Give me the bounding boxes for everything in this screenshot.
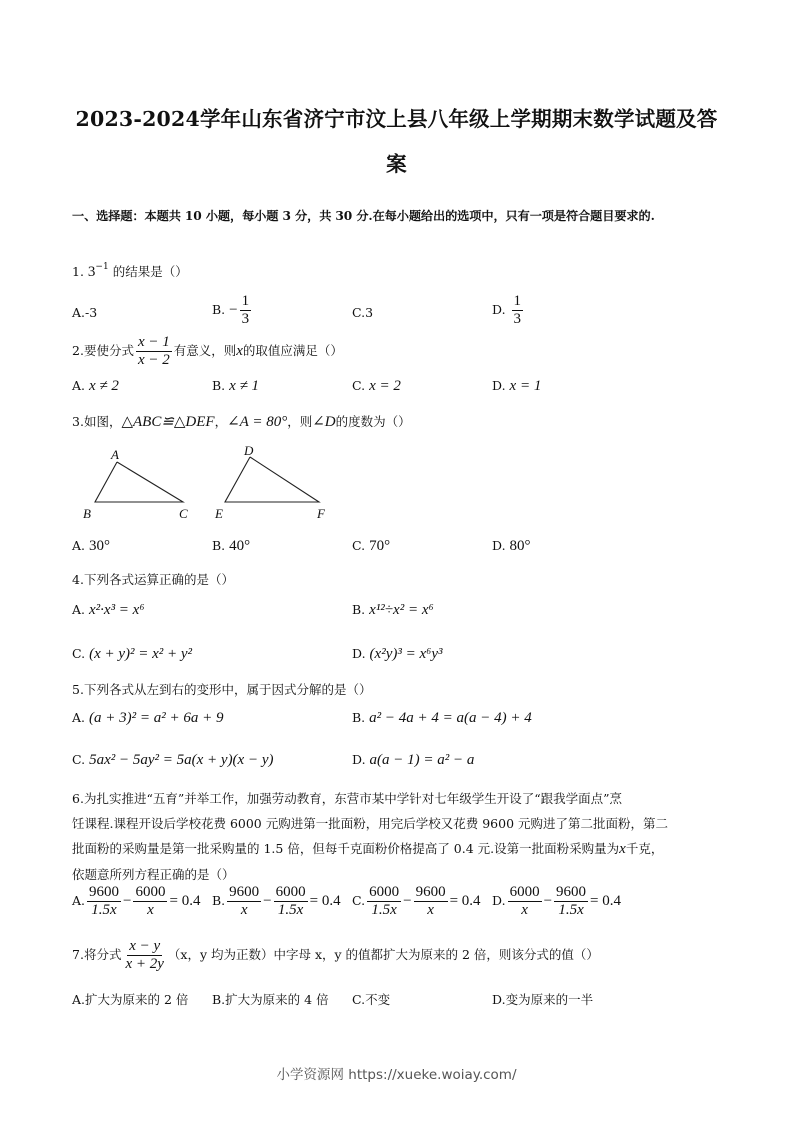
q1-option-a[interactable]: A.-3	[72, 305, 98, 320]
fraction: $\frac{1}{3}$	[513, 293, 522, 327]
q5-option-d[interactable]: D. a(a − 1) = a² − a	[352, 752, 475, 768]
math-exponent: −1	[95, 262, 109, 272]
vertex-e-label: E	[215, 506, 223, 521]
q2-option-c[interactable]: C. x = 2	[352, 378, 401, 394]
q4-option-c[interactable]: C. (x + y)² = x² + y²	[72, 646, 193, 662]
q4-option-b[interactable]: B. x¹²÷x² = x⁶	[352, 602, 434, 618]
q2-option-a[interactable]: A. x ≠ 2	[72, 378, 119, 394]
q4-option-d[interactable]: D. (x²y)³ = x⁶y³	[352, 646, 443, 662]
q7-option-d[interactable]: D.变为原来的一半	[492, 992, 594, 1007]
q3-option-c[interactable]: C. 70°	[352, 538, 391, 554]
q3-option-d[interactable]: D. 80°	[492, 538, 531, 554]
fraction: $\frac{x - y}{x + 2y}$	[125, 938, 164, 972]
q2-option-b[interactable]: B. x ≠ 1	[212, 378, 260, 394]
q7-option-b[interactable]: B.扩大为原来的 4 倍	[212, 992, 329, 1007]
fraction: $\frac{1}{3}$	[241, 293, 250, 327]
math-base: 3	[87, 264, 96, 280]
q1-option-c[interactable]: C.3	[352, 305, 374, 320]
vertex-d-label: D	[244, 443, 254, 458]
vertex-f-label: F	[317, 506, 325, 521]
q3-option-a[interactable]: A. 30°	[72, 538, 110, 554]
q6-option-d[interactable]: D. $\frac{6000}{x}$ − $\frac{9600}{1.5x}$ = 0.4	[492, 884, 621, 918]
question-5: 5.下列各式从左到右的变形中，属于因式分解的是（）	[72, 682, 372, 697]
q1-option-b[interactable]: B. − $\frac{1}{3}$	[212, 293, 250, 327]
q5-option-a[interactable]: A. (a + 3)² = a² + 6a + 9	[72, 710, 224, 726]
q2-option-d[interactable]: D. x = 1	[492, 378, 542, 394]
q7-option-c[interactable]: C.不变	[352, 992, 391, 1007]
vertex-b-label: B	[83, 506, 91, 521]
q6-option-b[interactable]: B. $\frac{9600}{x}$ − $\frac{6000}{1.5x}$ = 0.4	[212, 884, 341, 918]
question-2: 2.要使分式 $\frac{x - 1}{x - 2}$ 有意义，则x的取值应满足（）	[72, 334, 343, 368]
triangle-figure	[75, 440, 345, 525]
vertex-c-label: C	[179, 506, 188, 521]
question-7: 7.将分式 $\frac{x - y}{x + 2y}$ （x，y 均为正数）中字母 x，y 的值都扩大为原来的 2 倍，则该分式的值（）	[72, 938, 599, 972]
vertex-a-label: A	[111, 447, 119, 462]
question-number: 1.	[72, 264, 84, 279]
document-title-line2: 案	[386, 152, 407, 176]
footer-watermark: 小学资源网 https://xueke.woiay.com/	[276, 1067, 517, 1083]
question-stem: 的结果是（）	[112, 264, 188, 279]
question-3: 3.如图，△ABC≌△DEF，∠A = 80°，则∠D的度数为（）	[72, 414, 411, 430]
q3-option-b[interactable]: B. 40°	[212, 538, 251, 554]
q6-option-a[interactable]: A. $\frac{9600}{1.5x}$ − $\frac{6000}{x}$ = 0.4	[72, 884, 201, 918]
question-6: 6.为扎实推进“五育”并举工作，加强劳动教育，东营市某中学针对七年级学生开设了“跟我学面点”烹 饪课程.课程开设后学校花费 6000 元购进第一批面粉，用完后学校又花费 9600 元购进了第二批面粉，第二 批面粉的采购量是第一批采购量的 1.5 倍，但每千克面粉价格提高了 0.4 元.设第一批面粉采购量为x千克， 依题意所列方程正确的是（）	[72, 791, 668, 882]
section-heading: 一、选择题：本题共 10 小题，每小题 3 分，共 30 分.在每小题给出的选项中，只有一项是符合题目要求的.	[72, 209, 655, 223]
q7-option-a[interactable]: A.扩大为原来的 2 倍	[72, 992, 189, 1007]
q1-option-d[interactable]: D. $\frac{1}{3}$	[492, 293, 522, 327]
question-1	[72, 262, 188, 281]
question-4: 4.下列各式运算正确的是（）	[72, 572, 234, 587]
q5-option-c[interactable]: C. 5ax² − 5ay² = 5a(x + y)(x − y)	[72, 752, 274, 768]
q6-option-c[interactable]: C. $\frac{6000}{1.5x}$ − $\frac{9600}{x}$ = 0.4	[352, 884, 481, 918]
fraction: $\frac{x - 1}{x - 2}$	[137, 334, 170, 368]
q4-option-a[interactable]: A. x²·x³ = x⁶	[72, 602, 145, 618]
document-title-line1: 2023-2024学年山东省济宁市汶上县八年级上学期期末数学试题及答	[75, 107, 718, 131]
q5-option-b[interactable]: B. a² − 4a + 4 = a(a − 4) + 4	[352, 710, 532, 726]
